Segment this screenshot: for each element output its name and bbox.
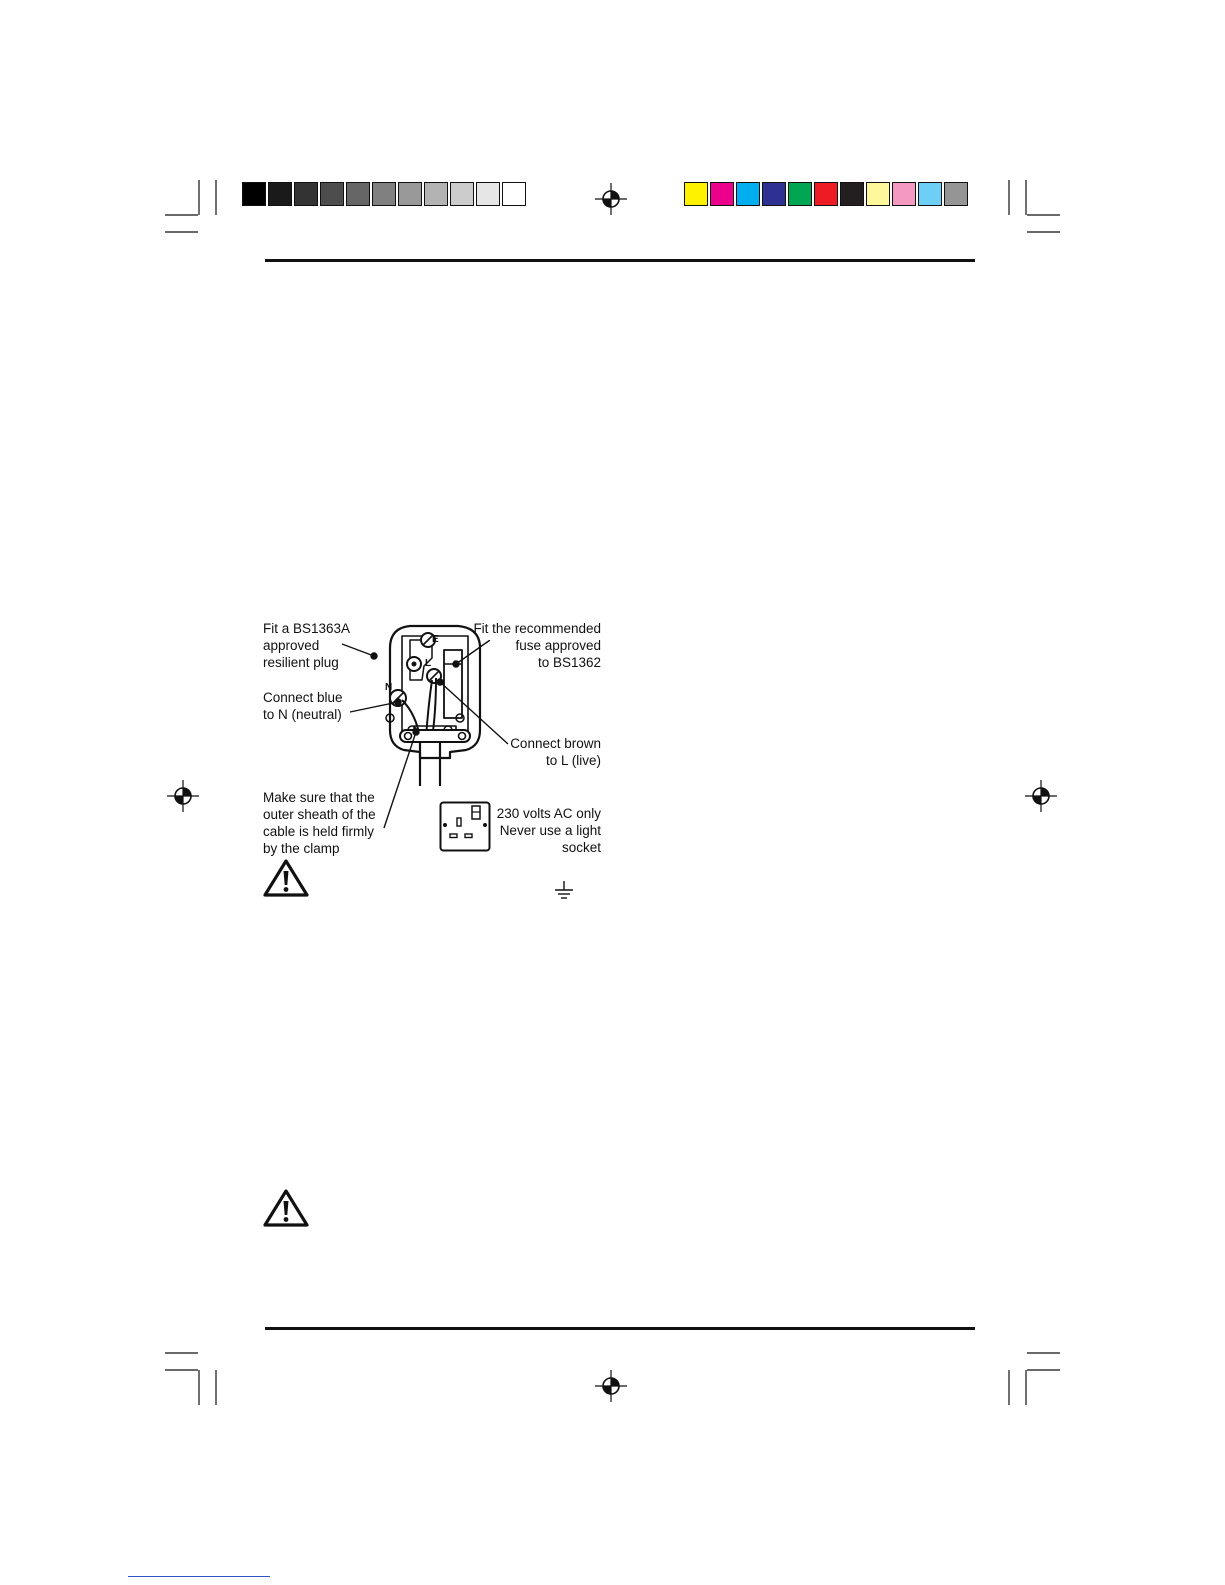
grayscale-swatch <box>450 182 474 206</box>
color-swatch <box>788 182 812 206</box>
terminal-letter-live: L <box>425 658 432 669</box>
label-fuse: Fit the recommended fuse approved to BS1362 <box>473 621 601 670</box>
registration-mark-icon <box>595 1370 627 1402</box>
earth-ground-icon <box>553 880 575 902</box>
terminal-letter-earth: E <box>432 634 439 645</box>
bottom-underline <box>128 1576 270 1577</box>
grayscale-swatch <box>476 182 500 206</box>
terminal-letter-neutral: N <box>385 682 393 693</box>
grayscale-swatch <box>346 182 370 206</box>
warning-triangle-icon <box>262 1188 310 1228</box>
grayscale-swatch <box>242 182 266 206</box>
color-swatch <box>840 182 864 206</box>
color-swatch <box>736 182 760 206</box>
label-voltage: 230 volts AC only Never use a light socket <box>496 806 601 855</box>
grayscale-swatch <box>502 182 526 206</box>
color-swatch <box>866 182 890 206</box>
registration-mark-icon <box>167 780 199 812</box>
label-outer-sheath: Make sure that the outer sheath of the cable is held firmly by the clamp <box>263 790 376 856</box>
grayscale-swatch <box>294 182 318 206</box>
label-connect-brown: Connect brown to L (live) <box>510 736 601 768</box>
grayscale-swatch <box>398 182 422 206</box>
color-swatch <box>944 182 968 206</box>
label-connect-blue: Connect blue to N (neutral) <box>263 690 343 722</box>
grayscale-swatch <box>320 182 344 206</box>
color-swatch <box>684 182 708 206</box>
color-swatch <box>762 182 786 206</box>
color-swatch <box>892 182 916 206</box>
color-swatch <box>814 182 838 206</box>
header-rule <box>265 259 975 262</box>
warning-triangle-icon <box>262 858 310 898</box>
color-swatch <box>918 182 942 206</box>
color-swatch <box>710 182 734 206</box>
label-fit-plug: Fit a BS1363A approved resilient plug <box>263 621 351 670</box>
registration-mark-icon <box>595 183 627 215</box>
grayscale-swatch <box>372 182 396 206</box>
grayscale-swatch <box>268 182 292 206</box>
grayscale-swatch <box>424 182 448 206</box>
registration-mark-icon <box>1025 780 1057 812</box>
footer-rule <box>265 1327 975 1330</box>
